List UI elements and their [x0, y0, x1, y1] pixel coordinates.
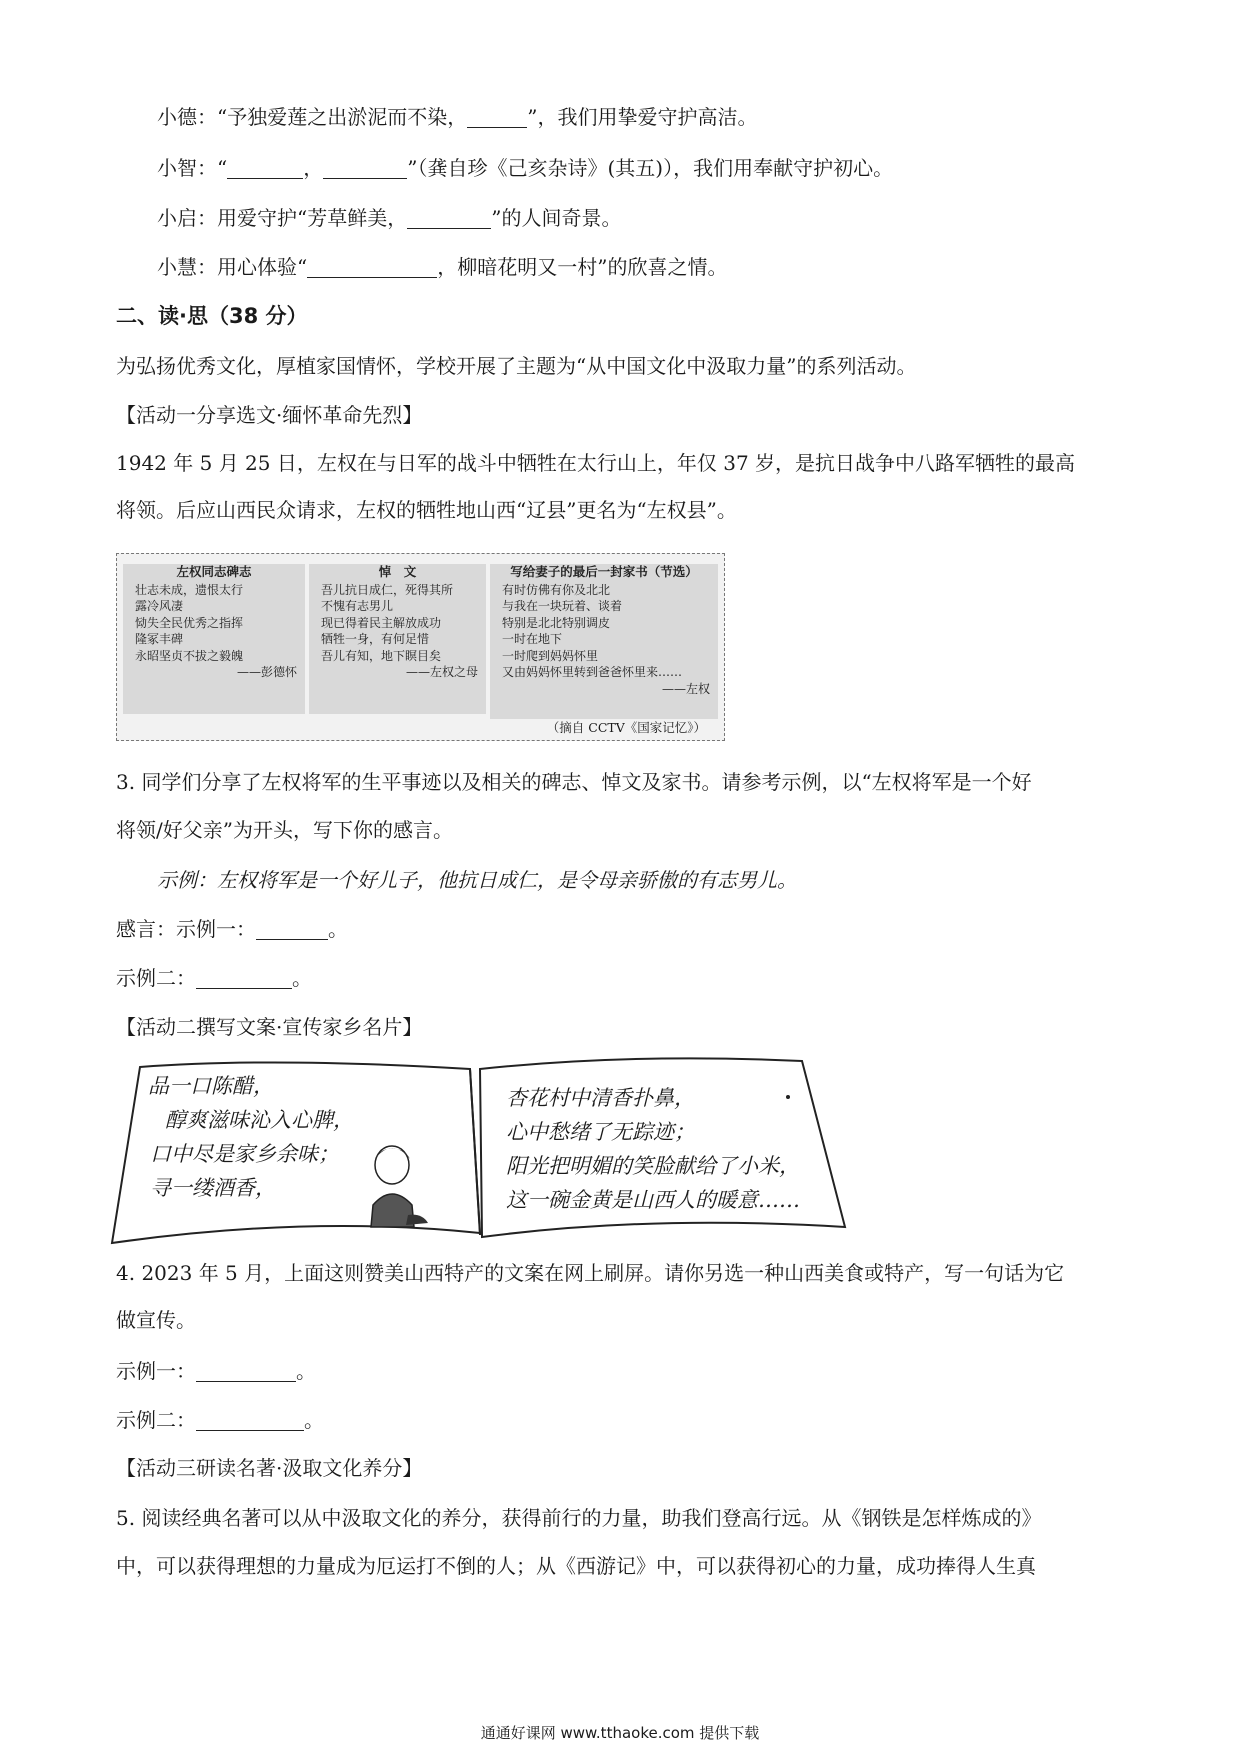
book-text-line: 醇爽滋味沁入心脾，: [165, 1108, 354, 1132]
panel-title: 左权同志碑志: [176, 564, 252, 579]
fill-line-xiaozhi: 小智：“ ， ”（龚自珍《己亥杂诗》(其五)），我们用奉献守护初心。: [157, 156, 894, 180]
figure-source: （摘自 CCTV《国家记忆》）: [546, 720, 706, 735]
book-figure: [110, 1055, 855, 1245]
book-text-line: 品一口陈醋，: [148, 1074, 274, 1098]
fill-line-xiaode: 小德：“予独爱莲之出淤泥而不染， ”，我们用挚爱守护高洁。: [157, 105, 758, 129]
answer-line: 示例二： 。: [116, 966, 312, 990]
answer-blank[interactable]: [323, 156, 407, 179]
panel-line: 有时仿佛有你及北北: [502, 582, 611, 597]
answer-line: 感言：示例一： 。: [116, 917, 348, 941]
question-4-line: 4. 2023 年 5 月，上面这则赞美山西特产的文案在网上刷屏。请你另选一种山西美食或特产，写一句话为它: [116, 1261, 1065, 1285]
answer-line: 示例一： 。: [116, 1359, 316, 1383]
page-footer[interactable]: 通通好课网 www.tthaoke.com 提供下载: [480, 1724, 760, 1742]
panel-eulogy: [309, 564, 486, 714]
activity2-title: 【活动二撰写文案·宣传家乡名片】: [116, 1015, 423, 1039]
book-text-line: 这一碗金黄是山西人的暖意……: [506, 1188, 800, 1212]
panel-line: 牺牲一身，有何足惜: [321, 632, 430, 646]
fill-line-xiaohui: 小慧：用心体验“ ，柳暗花明又一村”的欣喜之情。: [157, 255, 728, 279]
panel-line: 隆冢丰碑: [135, 632, 184, 646]
answer-blank[interactable]: [196, 966, 292, 989]
answer-blank[interactable]: [307, 255, 437, 278]
question-3-example: 示例：左权将军是一个好儿子，他抗日成仁，是令母亲骄傲的有志男儿。: [157, 868, 797, 892]
answer-blank[interactable]: [467, 105, 527, 128]
answer-blank[interactable]: [227, 156, 303, 179]
book-text-line: 阳光把明媚的笑脸献给了小米，: [506, 1154, 800, 1178]
book-text-line: 心中愁绪了无踪迹；: [506, 1120, 695, 1144]
inscription-figure: [116, 553, 725, 741]
question-3-line: 将领/好父亲”为开头，写下你的感言。: [116, 818, 453, 842]
panel-family-letter: [490, 564, 718, 719]
book-text-line: 寻一缕酒香，: [150, 1176, 276, 1200]
answer-blank[interactable]: [256, 917, 328, 940]
girl-illustration-icon: [371, 1146, 428, 1227]
answer-blank[interactable]: [196, 1359, 296, 1382]
panel-line: 壮志未成，遗恨太行: [135, 582, 244, 597]
panel-line: 一时爬到妈妈怀里: [502, 648, 599, 663]
question-3-line: 3. 同学们分享了左权将军的生平事迹以及相关的碑志、悼文及家书。请参考示例，以“左权将军是一个好: [116, 770, 1032, 794]
panel-line: 恸失全民优秀之指挥: [135, 615, 244, 630]
panel-epitaph: [123, 564, 305, 714]
panel-line: 与我在一块玩着、谈着: [502, 599, 623, 613]
question-5-line: 5. 阅读经典名著可以从中汲取文化的养分，获得前行的力量，助我们登高行远。从《钢铁是怎样炼成的》: [116, 1506, 1042, 1530]
question-5-line: 中，可以获得理想的力量成为厄运打不倒的人；从《西游记》中，可以获得初心的力量，成功捧得人生真: [116, 1554, 1036, 1578]
panel-line: 一时在地下: [502, 632, 563, 646]
panel-title: 悼 文: [378, 564, 417, 579]
activity1-title: 【活动一分享选文·缅怀革命先烈】: [116, 403, 423, 427]
panel-line: 不愧有志男儿: [321, 599, 394, 613]
panel-line: 永昭坚贞不拔之毅魄: [135, 648, 244, 663]
book-text-line: 杏花村中清香扑鼻，: [506, 1086, 695, 1110]
panel-line: 特别是北北特别调皮: [502, 615, 611, 630]
panel-title: 写给妻子的最后一封家书（节选）: [510, 564, 698, 579]
section-heading: 二、读·思（38 分）: [116, 304, 308, 328]
panel-signature: ——左权: [661, 681, 710, 696]
panel-line: 现已得着民主解放成功: [321, 615, 442, 630]
answer-blank[interactable]: [407, 206, 491, 229]
panel-line: 吾儿有知，地下瞑目矣: [321, 648, 442, 663]
paragraph-line: 1942 年 5 月 25 日，左权在与日军的战斗中牺牲在太行山上，年仅 37 岁，是抗日战争中八路军牺牲的最高: [116, 451, 1076, 475]
section-intro: 为弘扬优秀文化，厚植家国情怀，学校开展了主题为“从中国文化中汲取力量”的系列活动。: [116, 354, 917, 378]
fill-line-xiaoqi: 小启：用爱守护“芳草鲜美， ”的人间奇景。: [157, 206, 622, 230]
answer-line: 示例二： 。: [116, 1408, 324, 1432]
activity3-title: 【活动三研读名著·汲取文化养分】: [116, 1456, 423, 1480]
answer-blank[interactable]: [196, 1408, 304, 1431]
panel-signature: ——彭德怀: [236, 665, 297, 679]
book-text-line: 口中尽是家乡余味；: [150, 1142, 339, 1166]
question-4-line: 做宣传。: [116, 1308, 196, 1332]
panel-line: 又由妈妈怀里转到爸爸怀里来……: [502, 665, 683, 679]
paragraph-line: 将领。后应山西民众请求，左权的牺牲地山西“辽县”更名为“左权县”。: [116, 498, 737, 522]
panel-line: 露冷风凄: [135, 599, 184, 613]
panel-signature: ——左权之母: [405, 665, 478, 679]
panel-line: 吾儿抗日成仁，死得其所: [321, 582, 454, 597]
